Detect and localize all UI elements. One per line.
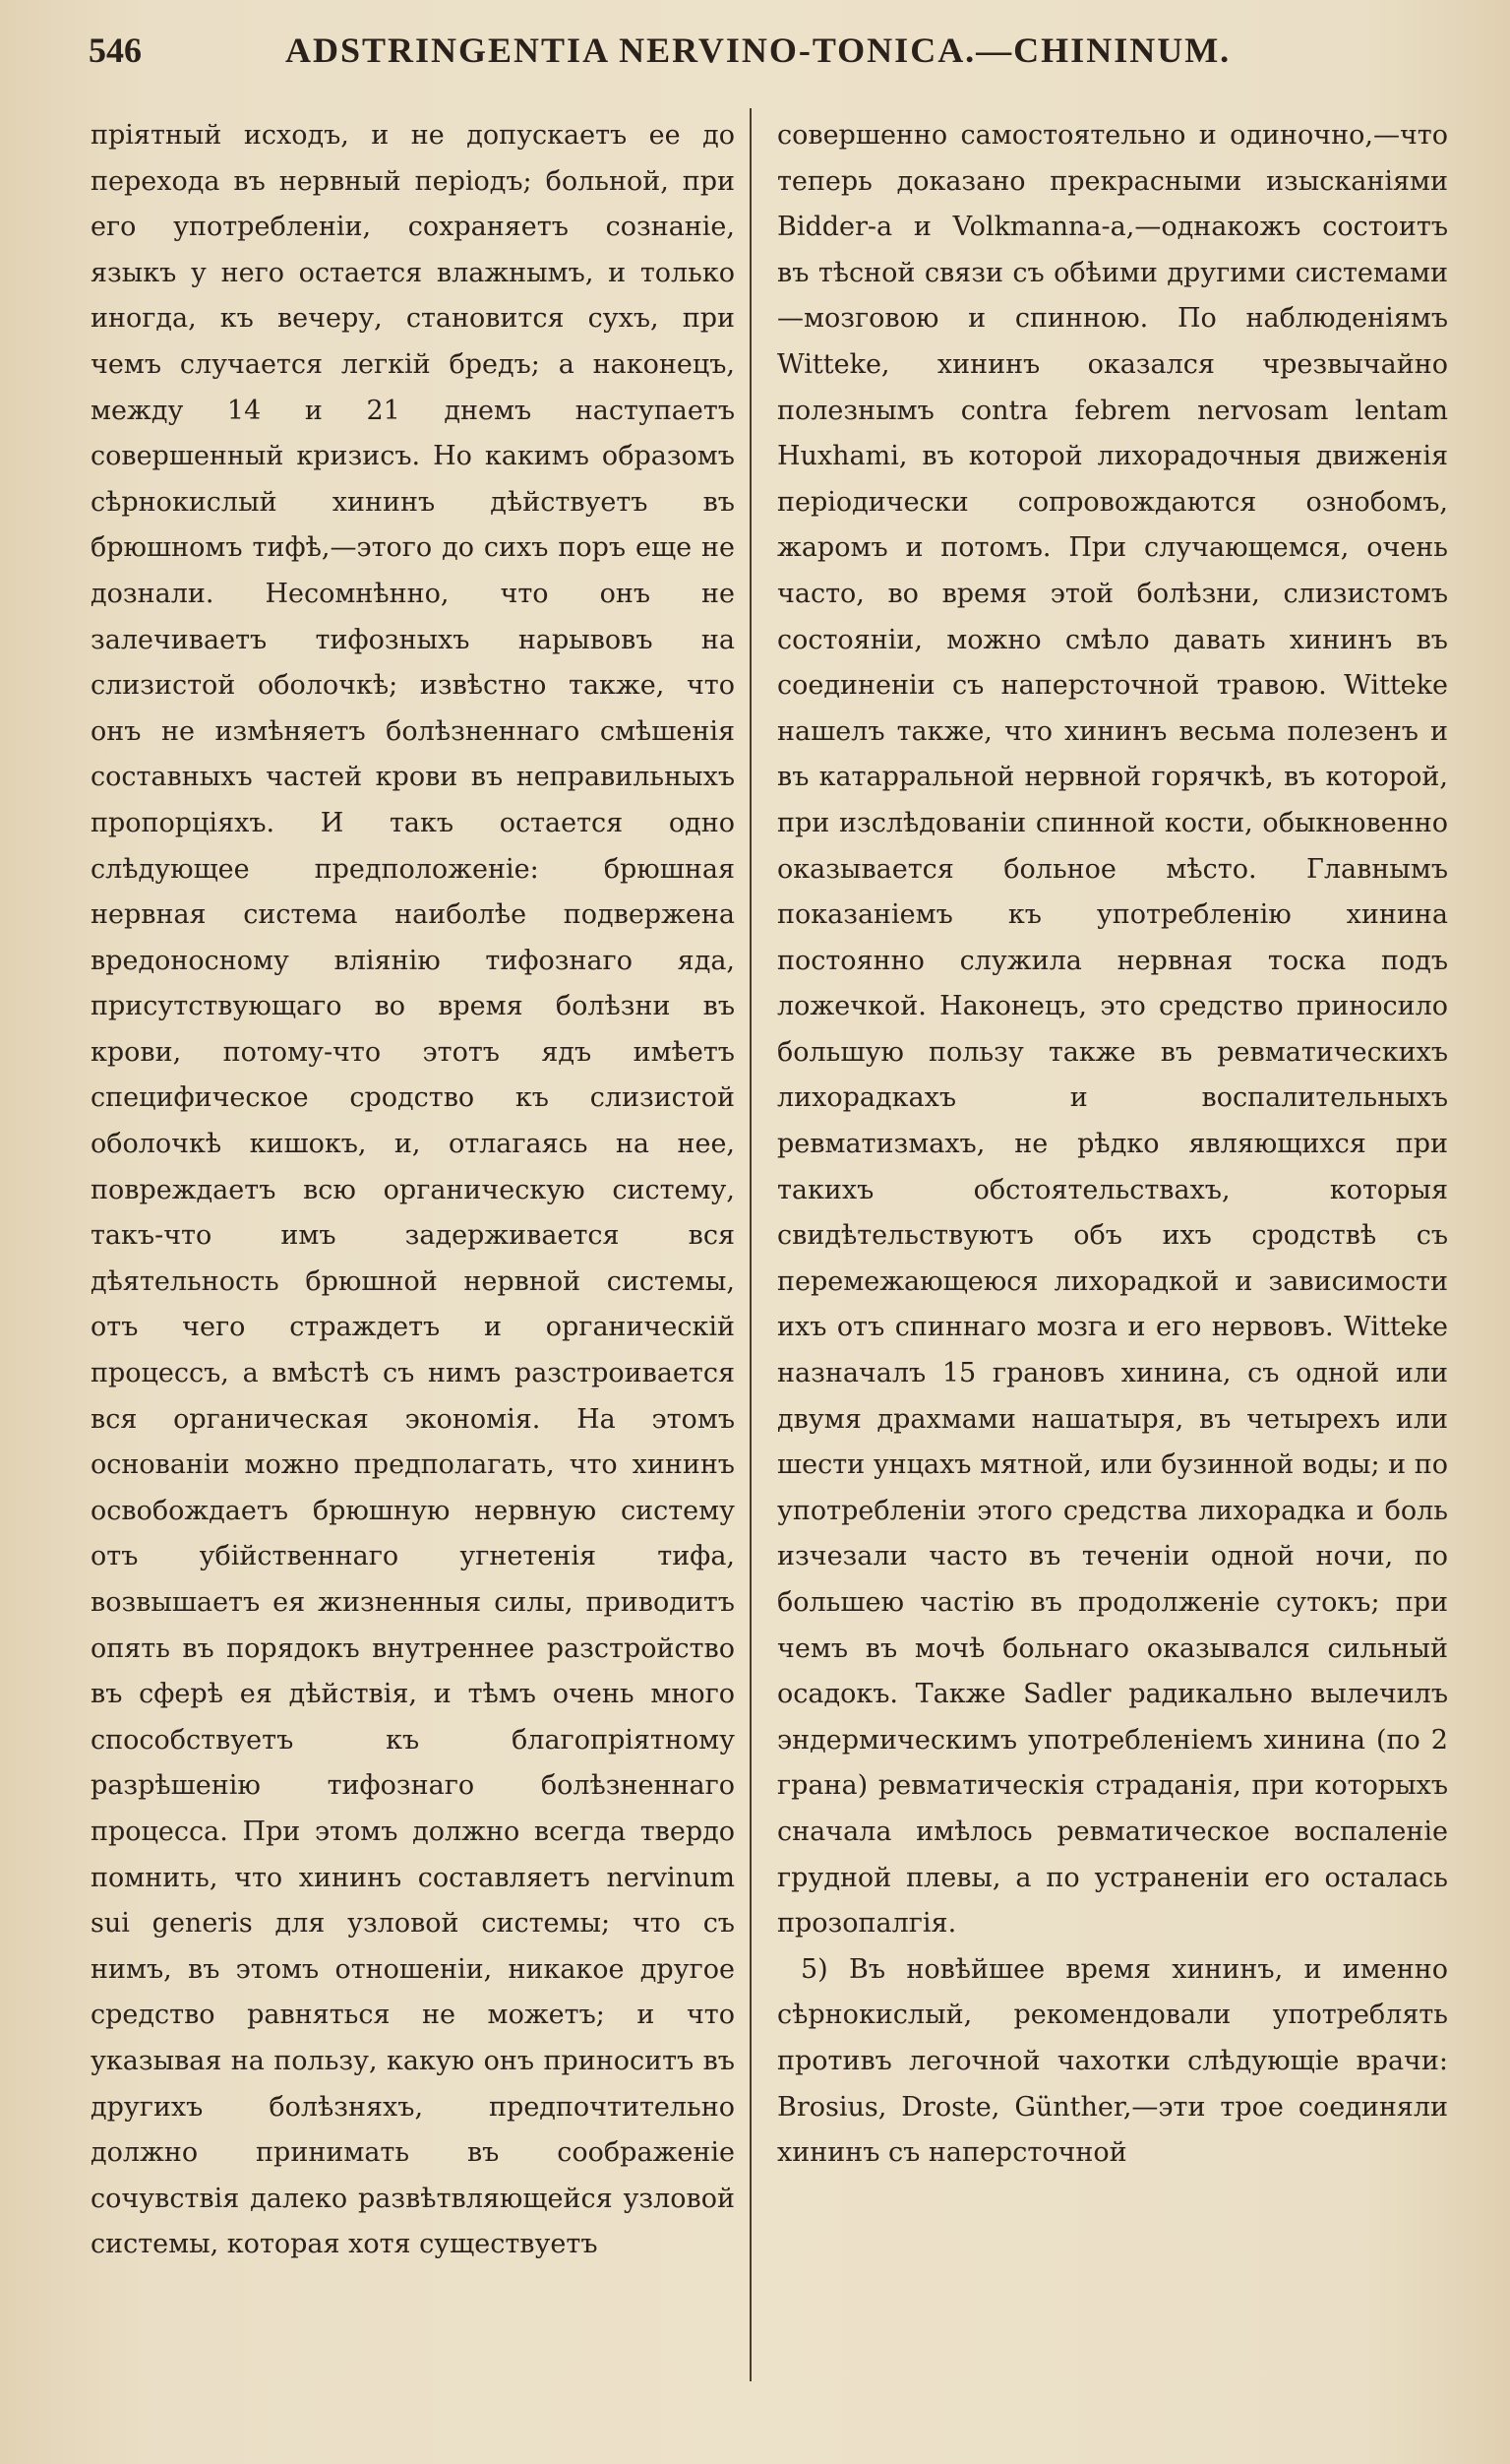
right-paragraph-1: совершенно самостоятельно и одиночно,—что теперь доказано прекрасными изысканіями Bidder-а и Volkmanna-а,—однакожъ состоитъ въ тѣсной связи съ обѣими другими системами—мозговою и спинною. По наблюденіямъ Wittеke, хининъ оказался чрезвычайно полезнымъ contra febrem nervosam lentam Huxhami, въ которой лихорадочныя движенія періодически сопровождаются ознобомъ, жаромъ и потомъ. При случающемся, очень часто, во время этой болѣзни, слизистомъ состояніи, можно смѣло давать хининъ въ соединеніи съ наперсточной травою. Wittеke нашелъ также, что хининъ весьма полезенъ и въ катарральной нервной горячкѣ, въ которой, при изслѣдованіи спинной кости, обыкновенно оказывается больное мѣсто. Главнымъ показаніемъ къ употребленію хинина постоянно служила нервная тоска подъ ложечкой. Наконецъ, это средство приносило большую пользу также въ ревматическихъ лихорадкахъ и воспалительныхъ ревматизмахъ, не рѣдко являющихся при такихъ обстоятельствахъ, которыя свидѣтельствуютъ объ ихъ сродствѣ съ перемежающеюся лихорадкой и зависимости ихъ отъ спиннаго мозга и его нервовъ. Wittеke назначалъ 15 грановъ хинина, съ одной или двумя драхмами нашатыря, въ четырехъ или шести унцахъ мятной, или бузинной воды; и по употребленіи этого средства лихорадка и боль изчезали часто въ теченіи одной ночи, по большею частію въ продолженіе сутокъ; при чемъ въ мочѣ больнаго оказывался сильный осадокъ. Также Sadler радикально вылечилъ эндермическимъ употребленіемъ хинина (по 2 грана) ревматическія страданія, при которыхъ сначала имѣлось ревматическое воспаленіе грудной плевы, а по устраненіи его осталась прозопалгія. [777, 120, 1448, 1940]
right-column [777, 113, 1448, 2177]
running-head: ADSTRINGENTIA NERVINO-TONICA.—CHININUM. [285, 31, 1232, 70]
left-paragraph-1: пріятный исходъ, и не допускаетъ ее до перехода въ нервный періодъ; больной, при его употребленіи, сохраняетъ сознаніе, языкъ у него остается влажнымъ, и только иногда, къ вечеру, становится сухъ, при чемъ случается легкій бредъ; а наконецъ, между 14 и 21 днемъ наступаетъ совершенный кризисъ. Но какимъ образомъ сѣрнокислый хининъ дѣйствуетъ въ брюшномъ тифѣ,—этого до сихъ поръ еще не дознали. Несомнѣнно, что онъ не залечиваетъ тифозныхъ нарывовъ на слизистой оболочкѣ; извѣстно также, что онъ не измѣняетъ болѣзненнаго смѣшенія составныхъ частей крови въ неправильныхъ пропорціяхъ. И такъ остается одно слѣдующее предположеніе: брюшная нервная система наиболѣе подвержена вредоносному вліянію тифознаго яда, присутствующаго во время болѣзни въ крови, потому-что этотъ ядъ имѣетъ специфическое сродство къ слизистой оболочкѣ кишокъ, и, отлагаясь на нее, повреждаетъ всю органическую систему, такъ-что имъ задерживается вся дѣятельность брюшной нервной системы, отъ чего страждетъ и органическій процессъ, а вмѣстѣ съ нимъ разстроивается вся органическая экономія. На этомъ основаніи можно предполагать, что хининъ освобождаетъ брюшную нервную систему отъ убійственнаго угнетенія тифа, возвышаетъ ея жизненныя силы, приводитъ опять въ порядокъ внутреннее разстройство въ сферѣ ея дѣйствія, и тѣмъ очень много способствуетъ къ благопріятному разрѣшенію тифознаго болѣзненнаго процесса. При этомъ должно всегда твердо помнить, что хининъ составляетъ nervinum sui generis для узловой системы; что съ нимъ, въ этомъ отношеніи, никакое другое средство равняться не можетъ; и что указывая на пользу, какую онъ приноситъ въ другихъ болѣзняхъ, предпочтительно должно принимать въ соображеніе сочувствія далеко развѣтвляющейся узловой системы, которая хотя существуетъ [91, 120, 735, 2260]
left-column [91, 113, 735, 2268]
right-paragraph-2: 5) Въ новѣйшее время хининъ, и именно сѣрнокислый, рекомендовали употреблять противъ легочной чахотки слѣдующіе врачи: Brosius, Droste, Günther,—эти трое соединяли хининъ съ наперсточной [777, 1953, 1448, 2169]
page-header [89, 30, 1446, 89]
page-number: 546 [89, 31, 142, 70]
column-divider [750, 108, 752, 2381]
